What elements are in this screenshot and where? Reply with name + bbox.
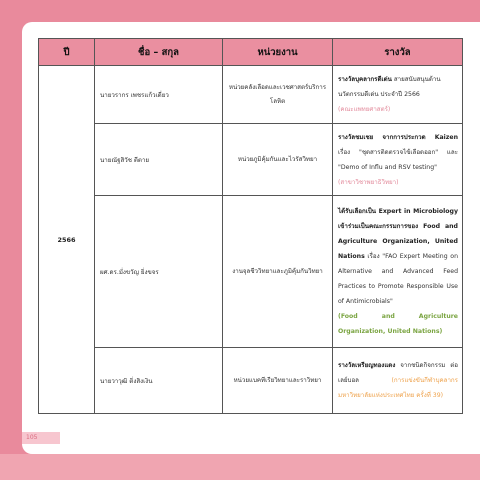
page-number: 105 — [22, 432, 60, 444]
award-description: เรื่อง "ชุดสารติดตรวจไข้เลือดออก" และ "Demo of Influ and RSV testing" — [338, 148, 458, 171]
table-header-row — [39, 39, 463, 66]
name-cell: นายวรากร เพชรแก้วเดี่ยว — [95, 66, 223, 124]
award-cell — [333, 196, 463, 348]
award-organization: (การแข่งขันกีฬาบุคลากรมหาวิทยาลัยแห่งประเทศไทย ครั้งที่ 39) — [338, 377, 458, 399]
awards-table — [38, 38, 463, 414]
award-description: จากชนิดกิจกรรม ต่อเลย์บอล — [338, 362, 458, 384]
award-cell — [333, 124, 463, 196]
footer-strip — [0, 454, 480, 480]
unit-cell: หน่วยภูมิคุ้มกันและไวรัสวิทยา — [223, 124, 333, 196]
award-organization: (Food and Agriculture Organization, United Nations) — [338, 313, 458, 335]
unit-cell: งานจุลชีววิทยาและภูมิคุ้มกันวิทยา — [223, 196, 333, 348]
table-row — [39, 66, 463, 124]
award-title: รางวัลบุคลากรดีเด่น — [338, 76, 392, 83]
award-cell — [333, 348, 463, 414]
award-description: เรื่อง "FAO Expert Meeting on Alternative and Advanced Feed Practices to Promote Responsible Use of Antimicrobials" — [338, 253, 458, 305]
name-cell: ผศ.ดร.มั่งขวัญ ยิ่งขจร — [95, 196, 223, 348]
table-row — [39, 124, 463, 196]
unit-cell: หน่วยแบคทีเรียวิทยาและราวิทยา — [223, 348, 333, 414]
header-name: ชื่อ – สกุล — [95, 39, 223, 66]
year-cell: 2566 — [39, 66, 95, 414]
award-cell — [333, 66, 463, 124]
table-row — [39, 348, 463, 414]
header-year: ปี — [39, 39, 95, 66]
header-award: รางวัล — [333, 39, 463, 66]
award-title: ได้รับเลือกเป็น Expert in Microbiology เข้าร่วมเป็นคณะกรรมการของ Food and Agriculture Organization, United Nations — [338, 208, 458, 260]
award-organization: (สาขาวิชาพยาธิวิทยา) — [338, 178, 399, 186]
unit-cell: หน่วยคลังเลือดและเวชศาสตร์บริการโลหิต — [223, 66, 333, 124]
award-organization: (คณะแพทยศาสตร์) — [338, 106, 391, 113]
name-cell: นายวาวุฒิ ติ่งสิงเงิน — [95, 348, 223, 414]
header-unit: หน่วยงาน — [223, 39, 333, 66]
award-description: สายสนับสนุนด้านนวัตกรรมดีเด่น ประจำปี 2566 — [338, 76, 441, 98]
award-title: รางวัลเหรียญทองแดง — [338, 362, 396, 369]
award-title: รางวัลชมเชย จากการประกวด Kaizen — [338, 133, 458, 141]
table-row — [39, 196, 463, 348]
name-cell: นายณัฐสิวัช ตีตาย — [95, 124, 223, 196]
